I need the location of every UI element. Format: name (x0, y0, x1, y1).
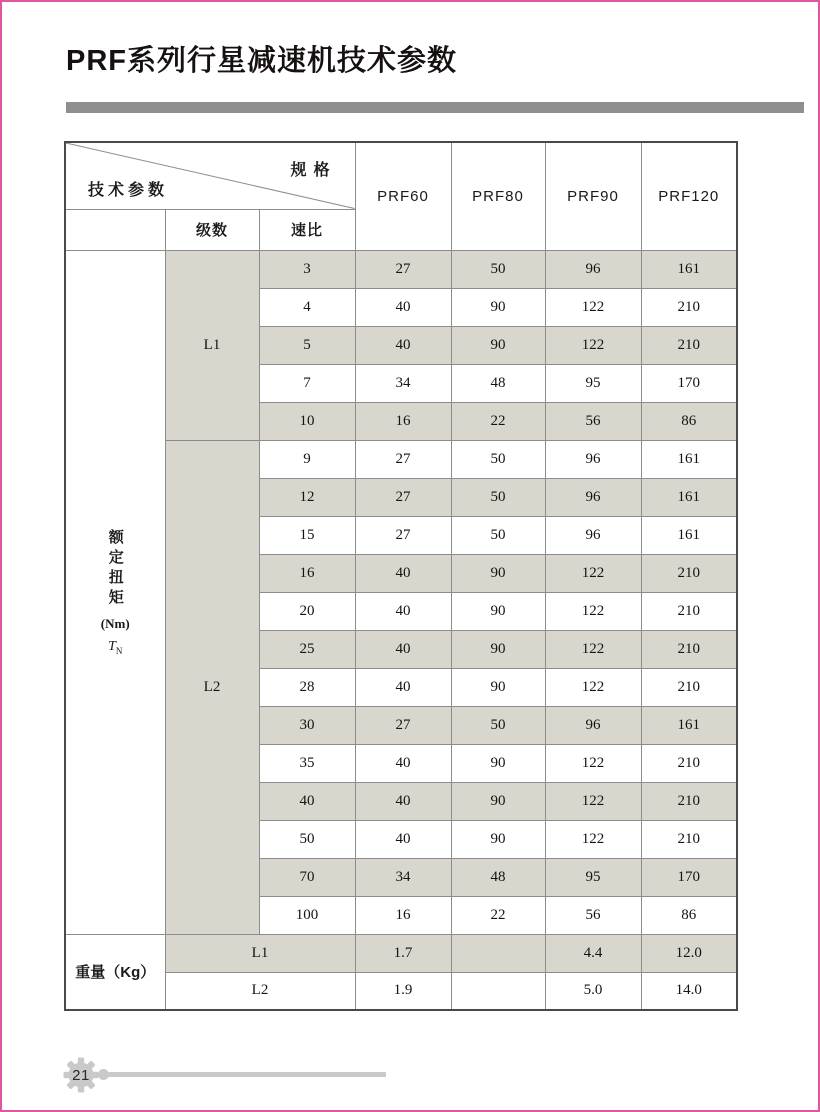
torque-value-cell: 210 (641, 554, 737, 592)
column-header-prf60: PRF60 (355, 142, 451, 250)
blank-header-cell (65, 209, 165, 250)
weight-group-cell-l2: L2 (165, 972, 355, 1010)
torque-value-cell: 27 (355, 706, 451, 744)
torque-value-cell: 161 (641, 440, 737, 478)
torque-value-cell: 96 (545, 440, 641, 478)
torque-value-cell: 90 (451, 630, 545, 668)
torque-value-cell: 90 (451, 554, 545, 592)
torque-value-cell: 40 (355, 288, 451, 326)
weight-value-cell: 5.0 (545, 972, 641, 1010)
torque-value-cell: 34 (355, 858, 451, 896)
torque-value-cell: 95 (545, 364, 641, 402)
torque-value-cell: 40 (355, 326, 451, 364)
torque-value-cell: 96 (545, 250, 641, 288)
torque-value-cell: 210 (641, 326, 737, 364)
torque-value-cell: 96 (545, 516, 641, 554)
torque-value-cell: 90 (451, 326, 545, 364)
torque-value-cell: 22 (451, 896, 545, 934)
torque-value-cell: 40 (355, 554, 451, 592)
torque-value-cell: 210 (641, 288, 737, 326)
torque-value-cell: 122 (545, 554, 641, 592)
ratio-cell: 50 (259, 820, 355, 858)
torque-value-cell: 161 (641, 706, 737, 744)
torque-value-cell: 86 (641, 896, 737, 934)
ratio-cell: 100 (259, 896, 355, 934)
torque-value-cell: 170 (641, 858, 737, 896)
torque-value-cell: 16 (355, 402, 451, 440)
torque-value-cell: 210 (641, 782, 737, 820)
torque-label-text: 额定扭矩 (106, 528, 124, 609)
ratio-cell: 40 (259, 782, 355, 820)
weight-group-cell-l1: L1 (165, 934, 355, 972)
torque-value-cell: 40 (355, 668, 451, 706)
weight-value-cell: 12.0 (641, 934, 737, 972)
torque-value-cell: 40 (355, 744, 451, 782)
torque-value-cell: 56 (545, 402, 641, 440)
torque-value-cell: 90 (451, 782, 545, 820)
ratio-cell: 4 (259, 288, 355, 326)
ratio-cell: 28 (259, 668, 355, 706)
weight-label-cell: 重量（Kg） (65, 934, 165, 1010)
torque-value-cell: 170 (641, 364, 737, 402)
torque-value-cell: 48 (451, 858, 545, 896)
torque-value-cell: 210 (641, 630, 737, 668)
torque-value-cell: 86 (641, 402, 737, 440)
torque-value-cell: 122 (545, 326, 641, 364)
ratio-cell: 12 (259, 478, 355, 516)
ratio-cell: 9 (259, 440, 355, 478)
weight-value-cell: 1.9 (355, 972, 451, 1010)
torque-value-cell: 22 (451, 402, 545, 440)
torque-value-cell: 122 (545, 630, 641, 668)
stage-group-cell-l2: L2 (165, 440, 259, 934)
torque-unit: (Nm) (100, 615, 130, 631)
title-underline-bar (66, 102, 804, 113)
page-title: PRF系列行星减速机技术参数 (66, 45, 458, 77)
weight-value-cell: 4.4 (545, 934, 641, 972)
torque-value-cell: 40 (355, 782, 451, 820)
column-header-prf90: PRF90 (545, 142, 641, 250)
ratio-cell: 15 (259, 516, 355, 554)
torque-value-cell: 96 (545, 706, 641, 744)
torque-value-cell: 16 (355, 896, 451, 934)
stage-group-cell-l1: L1 (165, 250, 259, 440)
torque-value-cell: 56 (545, 896, 641, 934)
header-row-models (65, 142, 737, 209)
torque-value-cell: 50 (451, 706, 545, 744)
torque-value-cell: 50 (451, 440, 545, 478)
torque-value-cell: 27 (355, 250, 451, 288)
torque-value-cell: 27 (355, 516, 451, 554)
torque-value-cell: 210 (641, 820, 737, 858)
torque-value-cell: 122 (545, 592, 641, 630)
weight-value-cell (451, 934, 545, 972)
torque-value-cell: 90 (451, 592, 545, 630)
ratio-cell: 25 (259, 630, 355, 668)
stages-header: 级数 (165, 209, 259, 250)
torque-label (66, 529, 165, 656)
torque-value-cell: 161 (641, 478, 737, 516)
ratio-cell: 20 (259, 592, 355, 630)
torque-value-cell: 27 (355, 478, 451, 516)
torque-value-cell: 40 (355, 630, 451, 668)
spec-table (64, 141, 738, 1011)
torque-value-cell: 95 (545, 858, 641, 896)
torque-value-cell: 210 (641, 744, 737, 782)
torque-label-cell (65, 250, 165, 934)
torque-value-cell: 40 (355, 592, 451, 630)
column-header-prf120: PRF120 (641, 142, 737, 250)
torque-value-cell: 210 (641, 592, 737, 630)
weight-value-cell (451, 972, 545, 1010)
torque-value-cell: 34 (355, 364, 451, 402)
weight-row-l2 (65, 972, 737, 1010)
ratio-cell: 3 (259, 250, 355, 288)
torque-value-cell: 27 (355, 440, 451, 478)
ratio-cell: 70 (259, 858, 355, 896)
ratio-cell: 10 (259, 402, 355, 440)
torque-value-cell: 90 (451, 288, 545, 326)
torque-value-cell: 122 (545, 744, 641, 782)
torque-value-cell: 122 (545, 782, 641, 820)
spec-corner-label: 规格 (290, 162, 337, 179)
torque-value-cell: 161 (641, 250, 737, 288)
torque-row (65, 440, 737, 478)
torque-value-cell: 90 (451, 668, 545, 706)
torque-value-cell: 50 (451, 478, 545, 516)
torque-value-cell: 122 (545, 820, 641, 858)
ratio-cell: 5 (259, 326, 355, 364)
ratio-cell: 35 (259, 744, 355, 782)
tech-param-corner-label: 技术参数 (88, 181, 169, 199)
page-number-badge (61, 1055, 101, 1095)
torque-value-cell: 122 (545, 668, 641, 706)
ratio-cell: 7 (259, 364, 355, 402)
torque-value-cell: 40 (355, 820, 451, 858)
torque-value-cell: 122 (545, 288, 641, 326)
torque-value-cell: 48 (451, 364, 545, 402)
torque-symbol: $T_N$ (108, 638, 123, 656)
torque-value-cell: 50 (451, 250, 545, 288)
ratio-header: 速比 (259, 209, 355, 250)
torque-row (65, 250, 737, 288)
diagonal-header-cell (65, 142, 355, 209)
weight-value-cell: 1.7 (355, 934, 451, 972)
torque-value-cell: 50 (451, 516, 545, 554)
torque-value-cell: 90 (451, 820, 545, 858)
torque-value-cell: 210 (641, 668, 737, 706)
ratio-cell: 16 (259, 554, 355, 592)
page-number: 21 (72, 1066, 90, 1084)
column-header-prf80: PRF80 (451, 142, 545, 250)
torque-value-cell: 96 (545, 478, 641, 516)
torque-value-cell: 90 (451, 744, 545, 782)
weight-row-l1 (65, 934, 737, 972)
ratio-cell: 30 (259, 706, 355, 744)
weight-value-cell: 14.0 (641, 972, 737, 1010)
torque-value-cell: 161 (641, 516, 737, 554)
footer-line (105, 1072, 386, 1077)
